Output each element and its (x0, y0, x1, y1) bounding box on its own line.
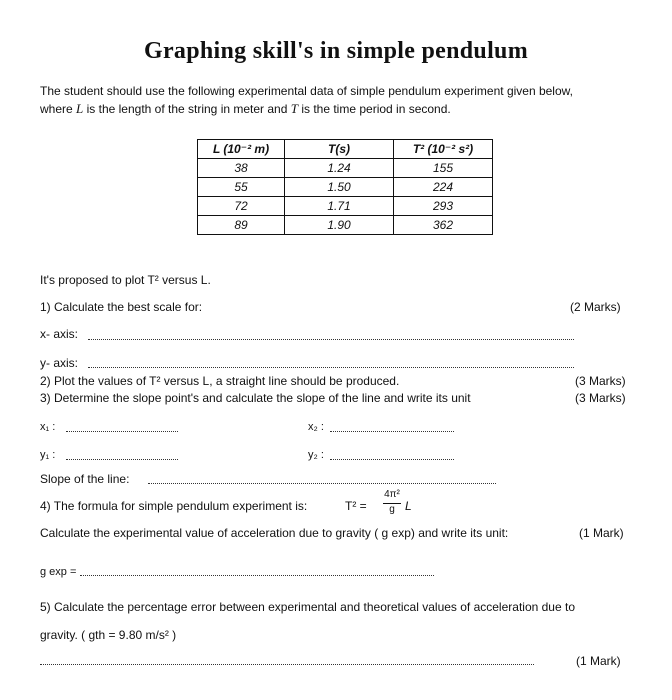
y1-answer-line[interactable] (66, 459, 178, 460)
table-cell: 72 (198, 197, 285, 216)
table-cell: 1.90 (285, 216, 394, 235)
calc-gexp-marks: (1 Mark) (579, 526, 624, 540)
question-5-line-1: 5) Calculate the percentage error between experimental and theoretical values of acceleration due to (40, 600, 575, 614)
final-marks: (1 Mark) (576, 654, 621, 668)
table-cell: 1.50 (285, 178, 394, 197)
gexp-answer-line[interactable] (80, 575, 434, 576)
table-row (198, 216, 493, 235)
y1-label: y₁ : (40, 449, 56, 461)
table-cell: 1.24 (285, 159, 394, 178)
table-cell: 224 (394, 178, 493, 197)
table-cell: 293 (394, 197, 493, 216)
header-period-squared: T² (10⁻² s²) (394, 140, 493, 159)
x-axis-label: x- axis: (40, 327, 79, 341)
y2-answer-line[interactable] (330, 459, 454, 460)
y2-label: y₂ : (308, 449, 324, 461)
slope-answer-line[interactable] (148, 483, 496, 484)
x2-answer-line[interactable] (330, 431, 454, 432)
x1-answer-line[interactable] (66, 431, 178, 432)
question-2: 2) Plot the values of T² versus L, a straight line should be produced. (40, 374, 400, 388)
formula-lhs: T² = (345, 499, 367, 513)
table-cell: 89 (198, 216, 285, 235)
x2-label: x₂ : (308, 421, 324, 433)
question-1-marks: (2 Marks) (570, 300, 621, 314)
final-answer-line[interactable] (40, 664, 534, 665)
question-1: 1) Calculate the best scale for: (40, 300, 203, 314)
y-axis-answer-line[interactable] (88, 367, 574, 368)
proposal-text: It's proposed to plot T² versus L. (40, 273, 211, 287)
calc-gexp-text: Calculate the experimental value of acceleration due to gravity ( g exp) and write its unit: (40, 526, 509, 540)
intro-line-2: where L is the length of the string in meter and T is the time period in second. (40, 101, 451, 116)
x-axis-answer-line[interactable] (88, 339, 574, 340)
page-title: Graphing skill's in simple pendulum (144, 38, 528, 64)
formula-denominator: g (389, 504, 395, 515)
question-4: 4) The formula for simple pendulum experiment is: (40, 499, 308, 513)
slope-label: Slope of the line: (40, 472, 130, 486)
header-length: L (10⁻² m) (198, 140, 285, 159)
gexp-label: g exp = (40, 566, 77, 578)
question-2-marks: (3 Marks) (575, 374, 626, 388)
table-row (198, 159, 493, 178)
table-row (198, 178, 493, 197)
formula-numerator: 4π² (384, 489, 400, 500)
x1-label: x₁ : (40, 421, 56, 433)
table-cell: 155 (394, 159, 493, 178)
header-period: T(s) (285, 140, 394, 159)
table-cell: 362 (394, 216, 493, 235)
formula-rhs: L (405, 499, 412, 513)
data-table (197, 139, 493, 235)
table-row (198, 197, 493, 216)
table-header-row (198, 140, 493, 159)
question-3: 3) Determine the slope point's and calculate the slope of the line and write its unit (40, 391, 471, 405)
table-cell: 1.71 (285, 197, 394, 216)
question-3-marks: (3 Marks) (575, 391, 626, 405)
intro-line-1: The student should use the following experimental data of simple pendulum experiment given below, (40, 84, 573, 98)
table-cell: 38 (198, 159, 285, 178)
y-axis-label: y- axis: (40, 356, 79, 370)
question-5-line-2: gravity. ( gth = 9.80 m/s² ) (40, 628, 177, 642)
table-cell: 55 (198, 178, 285, 197)
